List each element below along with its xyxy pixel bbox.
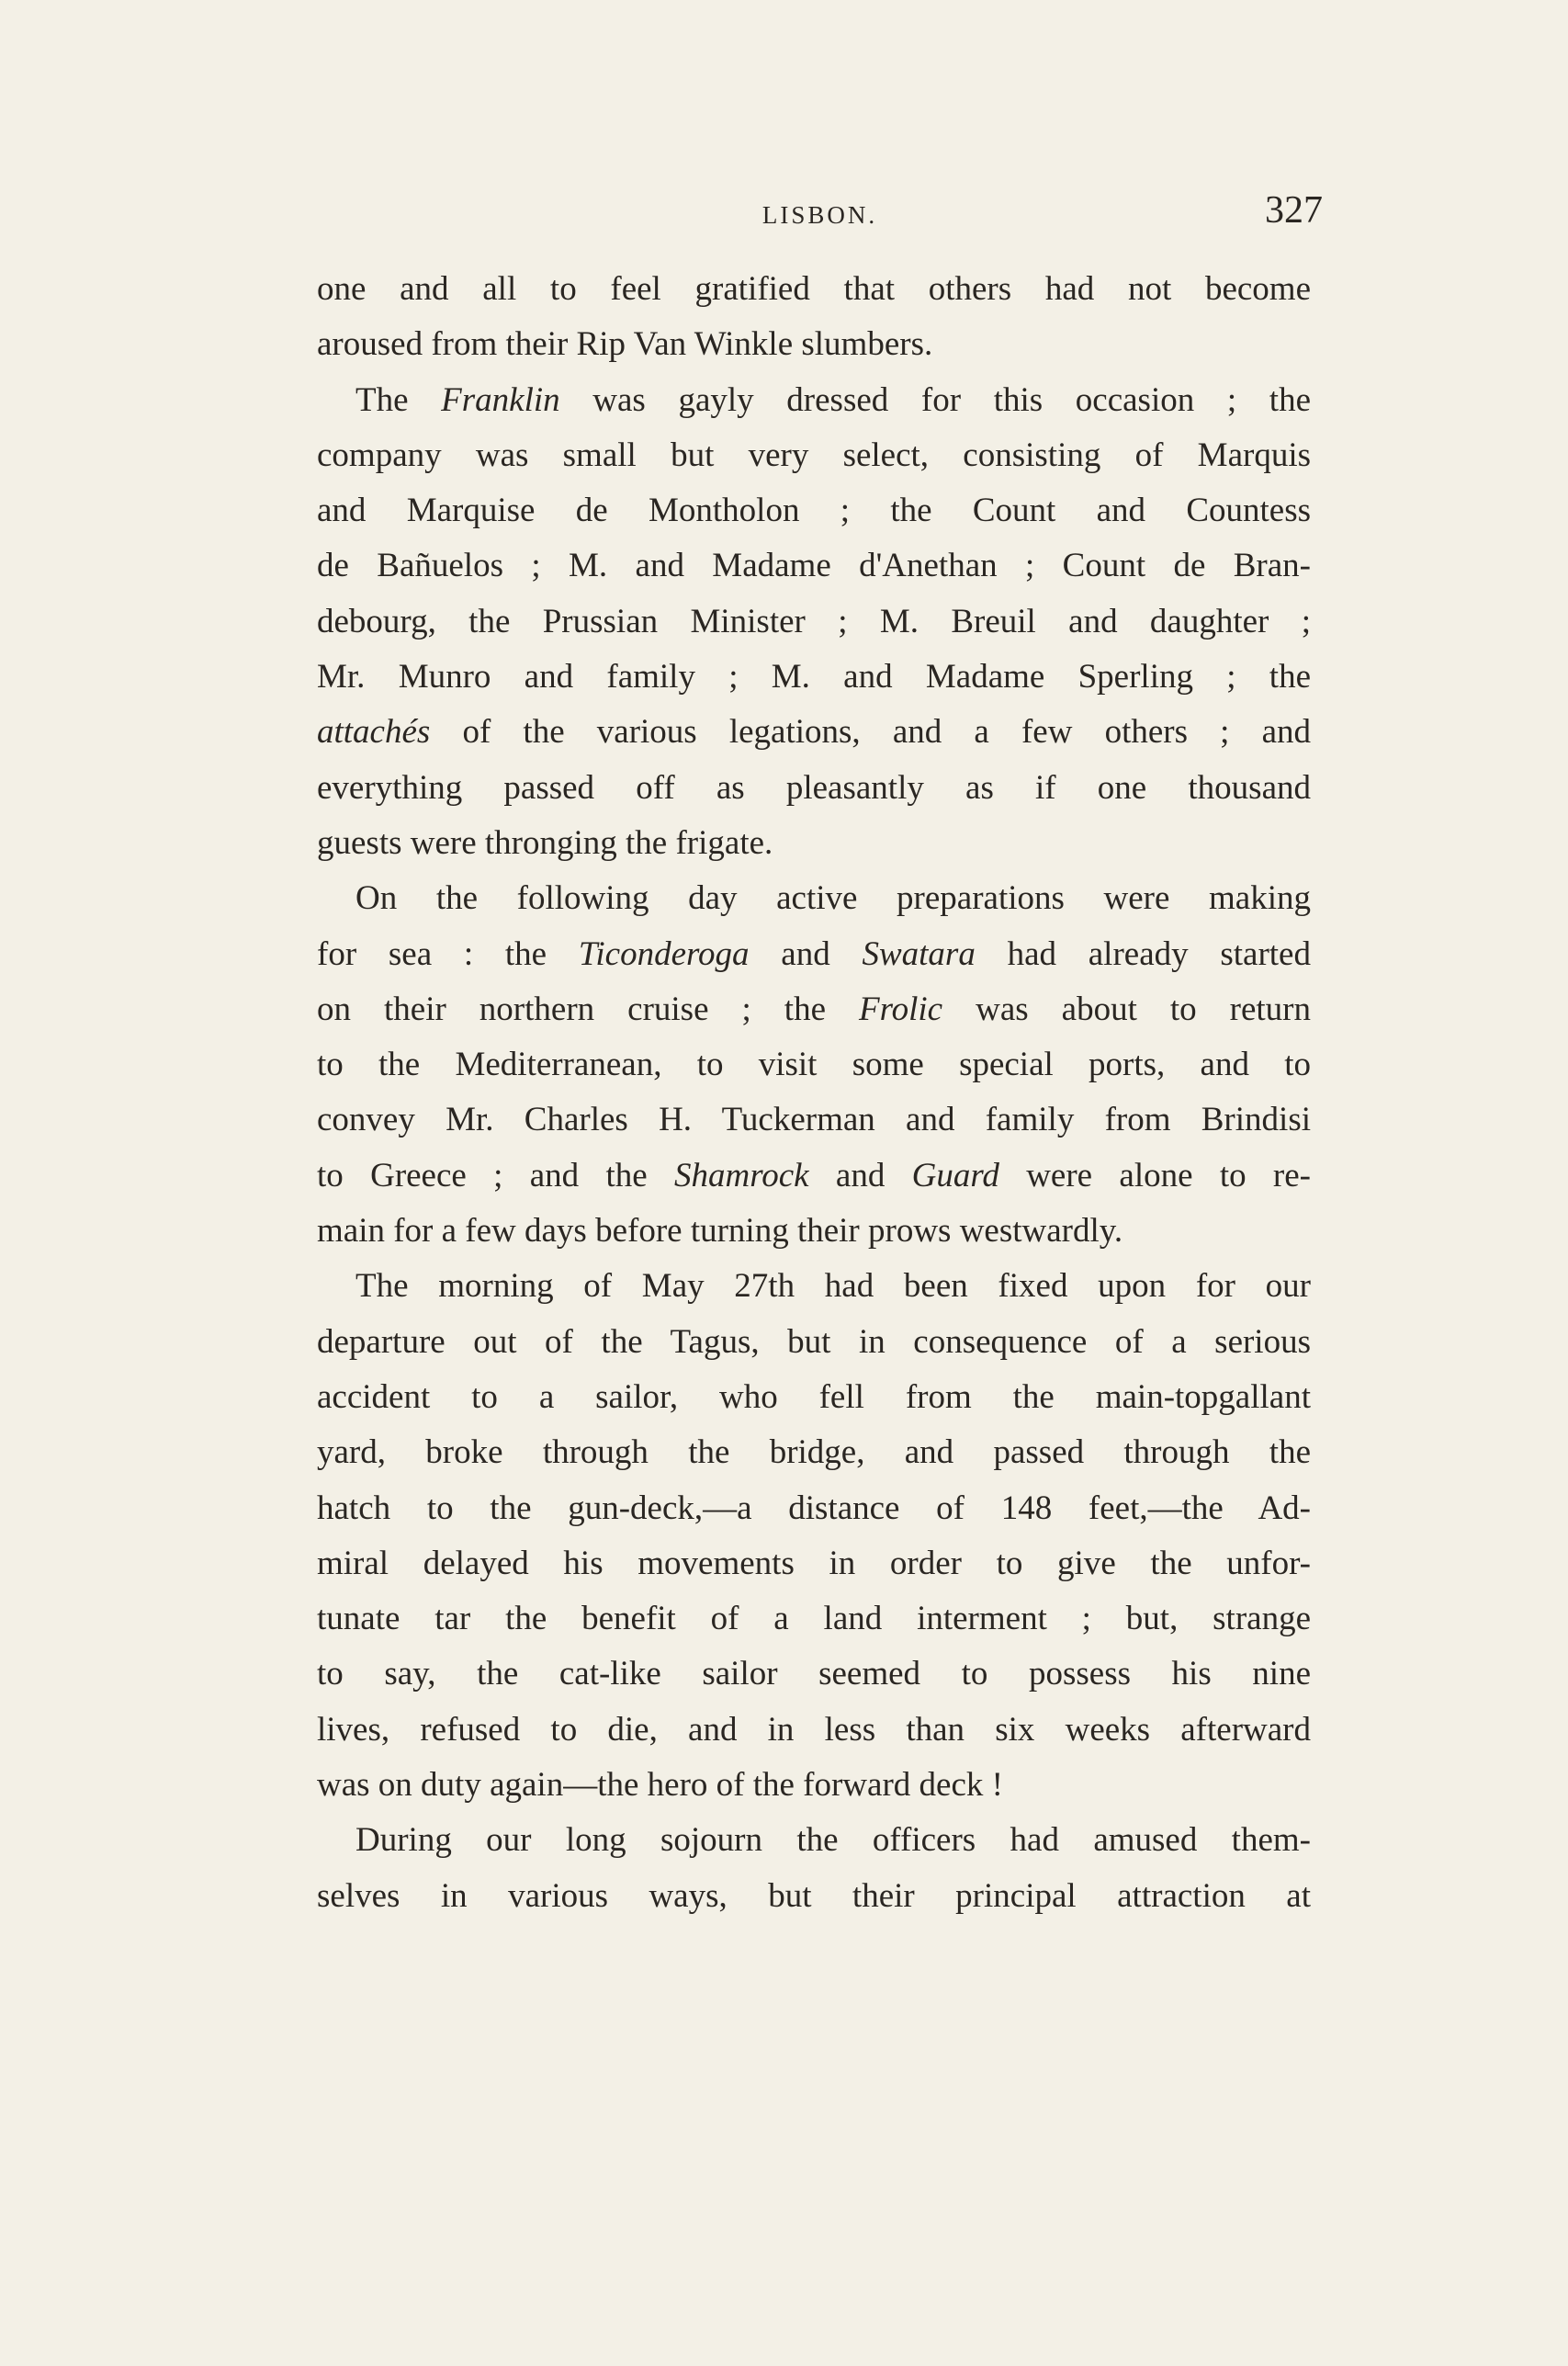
text-run: debourg, the Prussian Minister ; M. Breuil and daughter ; bbox=[317, 602, 1311, 640]
text-line bbox=[317, 262, 1311, 317]
text-line bbox=[317, 1037, 1311, 1092]
text-line bbox=[317, 1536, 1311, 1591]
text-run: accident to a sailor, who fell from the main-topgallant bbox=[317, 1377, 1311, 1416]
italic-text: attachés bbox=[317, 713, 431, 752]
text-line bbox=[317, 871, 1311, 926]
text-run: to say, the cat-like sailor seemed to possess his nine bbox=[317, 1655, 1311, 1693]
text-line bbox=[317, 373, 1311, 428]
text-run: tunate tar the benefit of a land interment ; but, strange bbox=[317, 1600, 1311, 1638]
text-run: for sea : the bbox=[317, 934, 579, 973]
text-run: had already started bbox=[975, 934, 1311, 973]
text-run: on their northern cruise ; the bbox=[317, 990, 859, 1028]
text-run: everything passed off as pleasantly as if one thousand bbox=[317, 768, 1311, 807]
text-line bbox=[317, 1647, 1311, 1702]
text-line bbox=[317, 982, 1311, 1037]
text-line bbox=[317, 1481, 1311, 1536]
text-run: The morning of May 27th had been fixed upon for our bbox=[355, 1267, 1311, 1306]
text-line bbox=[317, 761, 1311, 816]
text-run: convey Mr. Charles H. Tuckerman and family from Brindisi bbox=[317, 1101, 1311, 1139]
text-run: The bbox=[355, 380, 442, 419]
text-line bbox=[317, 1149, 1311, 1204]
text-run: and bbox=[749, 934, 863, 973]
text-run: guests were thronging the frigate. bbox=[317, 823, 773, 862]
text-run: was gayly dressed for this occasion ; the bbox=[559, 380, 1311, 419]
text-run: were alone to re- bbox=[998, 1156, 1311, 1194]
text-line bbox=[317, 1425, 1311, 1480]
text-line bbox=[317, 1370, 1311, 1425]
text-run: lives, refused to die, and in less than six weeks afterward bbox=[317, 1710, 1311, 1749]
running-head: LISBON. bbox=[761, 201, 878, 229]
text-line bbox=[317, 1315, 1311, 1370]
italic-text: Swatara bbox=[862, 934, 976, 973]
text-line bbox=[317, 1758, 1311, 1813]
page-number: 327 bbox=[1265, 189, 1323, 232]
text-run: selves in various ways, but their principal attraction at bbox=[317, 1876, 1311, 1915]
text-run: hatch to the gun-deck,—a distance of 148 feet,—the Ad- bbox=[317, 1489, 1311, 1527]
italic-text: Shamrock bbox=[673, 1156, 809, 1194]
text-line bbox=[317, 1813, 1311, 1868]
text-run: On the following day active preparations were making bbox=[355, 879, 1311, 918]
text-run: to Greece ; and the bbox=[317, 1156, 674, 1194]
text-line bbox=[317, 1591, 1311, 1647]
text-run: aroused from their Rip Van Winkle slumbers. bbox=[317, 325, 933, 364]
text-run: Mr. Munro and family ; M. and Madame Sperling ; the bbox=[317, 658, 1311, 696]
text-line bbox=[317, 1869, 1311, 1924]
text-run: departure out of the Tagus, but in consequence of a serious bbox=[317, 1322, 1311, 1361]
text-run: company was small but very select, consisting of Marquis bbox=[317, 436, 1311, 474]
text-line bbox=[317, 1204, 1311, 1259]
text-line bbox=[317, 927, 1311, 982]
text-run: yard, broke through the bridge, and passed through the bbox=[317, 1433, 1311, 1472]
text-line bbox=[317, 1703, 1311, 1758]
text-line bbox=[317, 538, 1311, 594]
text-line bbox=[317, 1259, 1311, 1314]
body-text bbox=[317, 262, 1311, 1924]
italic-text: Ticonderoga bbox=[578, 934, 750, 973]
text-run: de Bañuelos ; M. and Madame d'Anethan ; Count de Bran- bbox=[317, 547, 1311, 585]
text-run: of the various legations, and a few others ; and bbox=[430, 713, 1311, 752]
text-run: main for a few days before turning their prows westwardly. bbox=[317, 1212, 1123, 1251]
text-line bbox=[317, 816, 1311, 871]
text-line bbox=[317, 650, 1311, 705]
text-line bbox=[317, 705, 1311, 760]
italic-text: Frolic bbox=[859, 990, 943, 1028]
italic-text: Franklin bbox=[441, 380, 560, 419]
text-line bbox=[317, 594, 1311, 650]
text-run: During our long sojourn the officers had amused them- bbox=[355, 1821, 1311, 1860]
text-run: miral delayed his movements in order to give the unfor- bbox=[317, 1544, 1311, 1582]
text-run: one and all to feel gratified that others had not become bbox=[317, 270, 1311, 308]
text-run: was about to return bbox=[942, 990, 1311, 1028]
text-line bbox=[317, 1092, 1311, 1148]
text-run: and Marquise de Montholon ; the Count and Countess bbox=[317, 492, 1311, 530]
text-line bbox=[317, 317, 1311, 372]
text-line bbox=[317, 483, 1311, 538]
page-header bbox=[317, 188, 1323, 243]
text-line bbox=[317, 428, 1311, 483]
italic-text: Guard bbox=[911, 1156, 999, 1194]
text-run: to the Mediterranean, to visit some special ports, and to bbox=[317, 1046, 1311, 1084]
text-run: and bbox=[808, 1156, 912, 1194]
text-run: was on duty again—the hero of the forward deck ! bbox=[317, 1766, 1003, 1805]
